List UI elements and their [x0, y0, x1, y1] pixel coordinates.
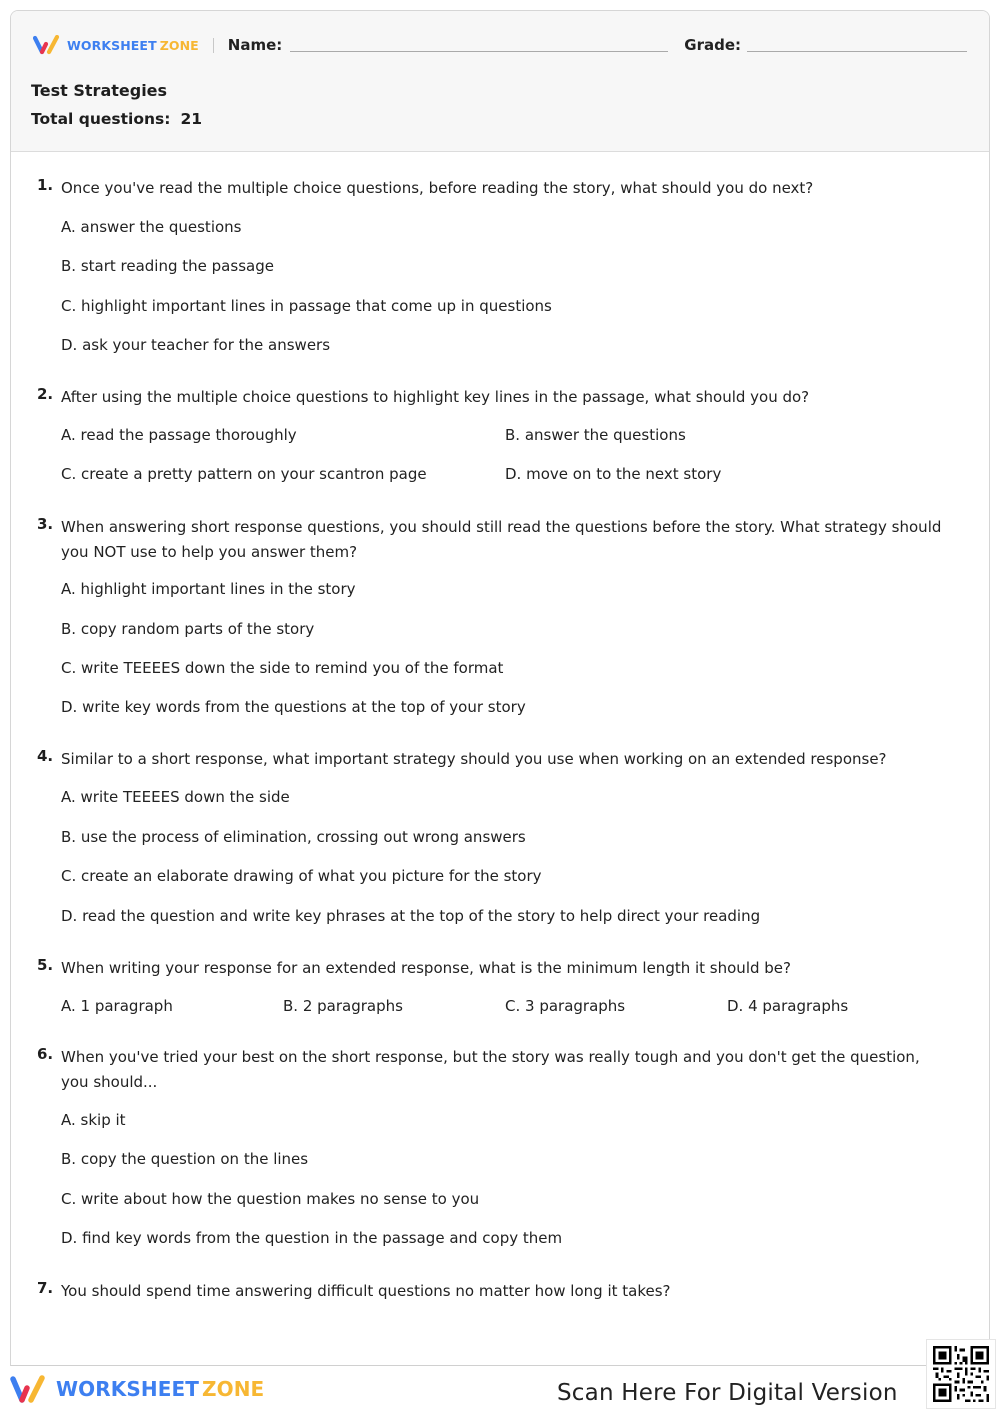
- brand-word-zone: ZONE: [159, 37, 199, 53]
- worksheet-header: [11, 11, 989, 152]
- option-d[interactable]: D. read the question and write key phrases at the top of the story to help direct your reading: [61, 907, 761, 925]
- option-a[interactable]: A. read the passage thoroughly: [61, 426, 297, 444]
- brand-word-zone: ZONE: [201, 1377, 265, 1401]
- option-d[interactable]: D. ask your teacher for the answers: [61, 336, 331, 354]
- option-d[interactable]: D. 4 paragraphs: [727, 997, 849, 1015]
- worksheetzone-logo-icon: [10, 1374, 50, 1404]
- total-questions-label: Total questions:: [31, 110, 171, 128]
- question-1: [37, 176, 949, 354]
- total-questions-value: 21: [180, 110, 203, 128]
- question-number: 1.: [37, 176, 54, 194]
- option-d[interactable]: D. find key words from the question in the passage and copy them: [61, 1229, 563, 1247]
- option-a[interactable]: A. skip it: [61, 1111, 126, 1129]
- option-b[interactable]: B. use the process of elimination, crossing out wrong answers: [61, 828, 526, 846]
- scan-for-digital-text: Scan Here For Digital Version: [557, 1380, 898, 1406]
- option-c[interactable]: C. write TEEEES down the side to remind you of the format: [61, 659, 504, 677]
- question-number: 5.: [37, 956, 54, 974]
- question-6: [37, 1045, 949, 1247]
- grade-input-line[interactable]: [747, 51, 967, 52]
- header-divider: [213, 38, 214, 53]
- footer-brand-logo: [10, 1374, 264, 1404]
- option-c[interactable]: C. 3 paragraphs: [505, 997, 626, 1015]
- option-b[interactable]: B. answer the questions: [505, 426, 686, 444]
- question-text: Similar to a short response, what important strategy should you use when working on an extended response?: [61, 750, 887, 768]
- total-questions: [31, 110, 202, 128]
- option-c[interactable]: C. write about how the question makes no sense to you: [61, 1190, 480, 1208]
- qr-code[interactable]: [926, 1339, 996, 1409]
- option-a[interactable]: A. answer the questions: [61, 218, 242, 236]
- question-number: 7.: [37, 1279, 54, 1297]
- option-b[interactable]: B. start reading the passage: [61, 257, 274, 275]
- option-d[interactable]: D. move on to the next story: [505, 465, 722, 483]
- question-4: [37, 747, 949, 925]
- option-c[interactable]: C. highlight important lines in passage that come up in questions: [61, 297, 552, 315]
- option-b[interactable]: B. copy the question on the lines: [61, 1150, 309, 1168]
- question-3: [37, 515, 949, 716]
- footer-brand-name: [56, 1377, 264, 1401]
- question-text: When answering short response questions, you should still read the questions before the story. What strategy should you NOT use to help you answer them?: [61, 518, 942, 561]
- question-text: When writing your response for an extended response, what is the minimum length it should be?: [61, 959, 791, 977]
- question-text: You should spend time answering difficult questions no matter how long it takes?: [61, 1282, 671, 1300]
- worksheetzone-logo-icon: [33, 35, 63, 55]
- brand-logo: [33, 35, 199, 55]
- grade-label: Grade:: [684, 36, 742, 54]
- option-b[interactable]: B. 2 paragraphs: [283, 997, 403, 1015]
- brand-name: [67, 38, 199, 53]
- brand-row: [33, 33, 967, 57]
- name-label: Name:: [227, 36, 283, 54]
- question-number: 3.: [37, 515, 54, 533]
- option-c[interactable]: C. create a pretty pattern on your scantron page: [61, 465, 427, 483]
- question-text: Once you've read the multiple choice questions, before reading the story, what should you do next?: [61, 179, 814, 197]
- worksheet-page: [10, 10, 990, 1366]
- question-text: When you've tried your best on the short response, but the story was really tough and you don't get the question, you should...: [61, 1048, 920, 1091]
- question-number: 2.: [37, 385, 54, 403]
- option-b[interactable]: B. copy random parts of the story: [61, 620, 315, 638]
- qr-code-icon: [933, 1346, 989, 1402]
- question-number: 6.: [37, 1045, 54, 1063]
- question-7: [37, 1279, 949, 1304]
- question-5: [37, 956, 949, 1015]
- question-number: 4.: [37, 747, 54, 765]
- question-text: After using the multiple choice questions to highlight key lines in the passage, what should you do?: [61, 388, 810, 406]
- option-a[interactable]: A. 1 paragraph: [61, 997, 173, 1015]
- option-d[interactable]: D. write key words from the questions at the top of your story: [61, 698, 526, 716]
- option-a[interactable]: A. highlight important lines in the story: [61, 580, 356, 598]
- page-footer: [0, 1366, 1000, 1414]
- option-a[interactable]: A. write TEEEES down the side: [61, 788, 290, 806]
- brand-word-worksheet: WORKSHEET: [67, 37, 157, 53]
- name-input-line[interactable]: [290, 51, 668, 52]
- worksheet-title: Test Strategies: [31, 81, 168, 100]
- question-2: [37, 385, 949, 483]
- option-c[interactable]: C. create an elaborate drawing of what you picture for the story: [61, 867, 542, 885]
- brand-word-worksheet: WORKSHEET: [56, 1377, 199, 1401]
